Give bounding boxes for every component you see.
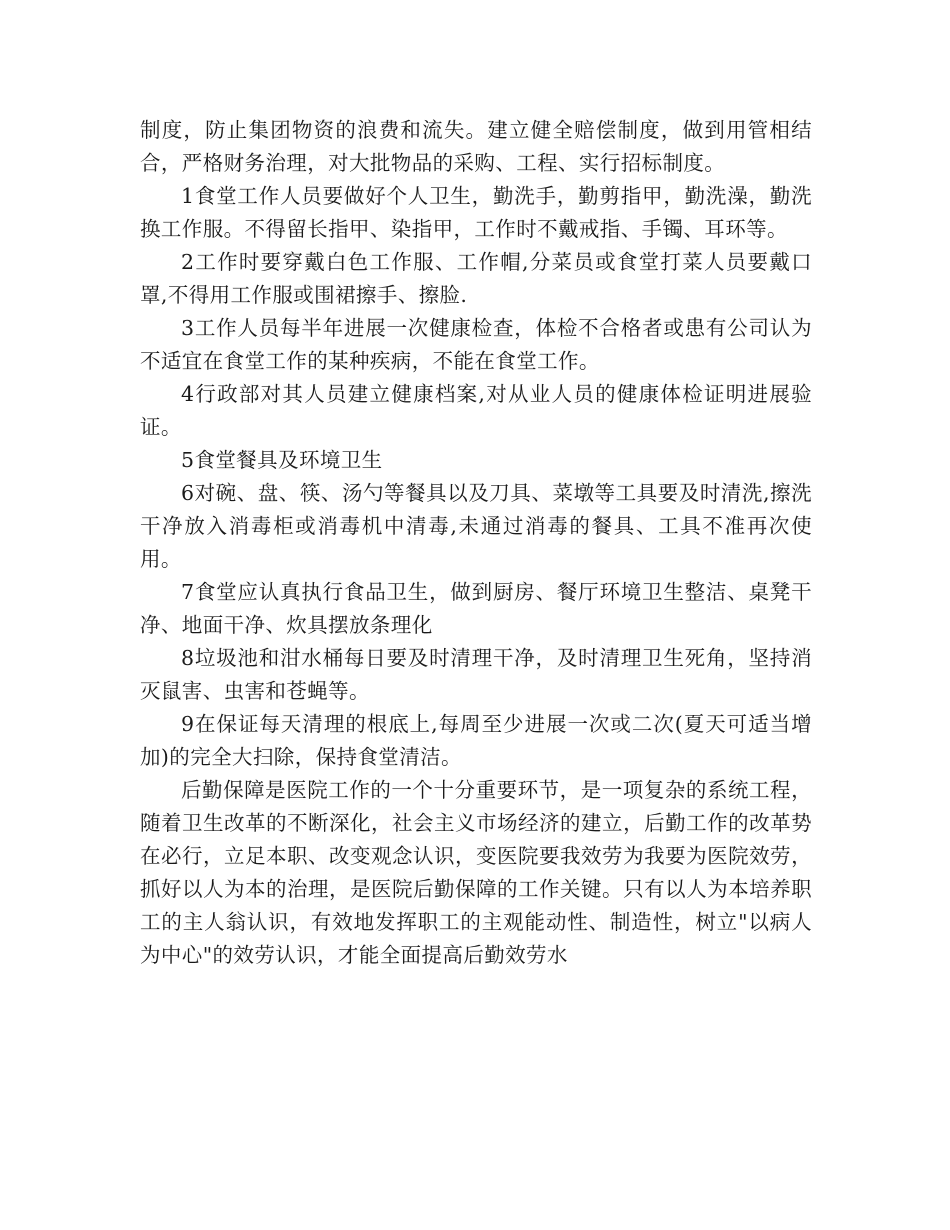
document-body — [140, 114, 812, 972]
paragraph-6: 5食堂餐具及环境卫生 — [181, 448, 383, 472]
paragraph-1: 制度，防止集团物资的浪费和流失。建立健全赔偿制度，做到用管相结合，严格财务治理，对大批物品的采购、工程、实行招标制度。 — [140, 118, 812, 175]
paragraph-9: 8垃圾池和泔水桶每日要及时清理干净，及时清理卫生死角，坚持消灭鼠害、虫害和苍蝇等。 — [140, 646, 812, 703]
paragraph-10: 9在保证每天清理的根底上,每周至少进展一次或二次(夏天可适当增加)的完全大扫除，保持食堂清洁。 — [140, 712, 812, 769]
paragraph-4: 3工作人员每半年进展一次健康检查，体检不合格者或患有公司认为不适宜在食堂工作的某种疾病，不能在食堂工作。 — [140, 316, 812, 373]
paragraph-2: 1食堂工作人员要做好个人卫生，勤洗手，勤剪指甲，勤洗澡，勤洗换工作服。不得留长指甲、染指甲，工作时不戴戒指、手镯、耳环等。 — [140, 184, 812, 241]
paragraph-7: 6对碗、盘、筷、汤勺等餐具以及刀具、菜墩等工具要及时清洗,擦洗干净放入消毒柜或消毒机中清毒,未通过消毒的餐具、工具不准再次使用。 — [140, 481, 812, 571]
paragraph-5: 4行政部对其人员建立健康档案,对从业人员的健康体检证明进展验证。 — [140, 382, 812, 439]
paragraph-3: 2工作时要穿戴白色工作服、工作帽,分菜员或食堂打菜人员要戴口罩,不得用工作服或围裙擦手、擦脸. — [140, 250, 812, 307]
paragraph-11: 后勤保障是医院工作的一个十分重要环节，是一项复杂的系统工程，随着卫生改革的不断深化，社会主义市场经济的建立，后勤工作的改革势在必行，立足本职、改变观念认识，变医院要我效劳为我要为医院效劳，抓好以人为本的治理，是医院后勤保障的工作关键。只有以人为本培养职工的主人翁认识，有效地发挥职工的主观能动性、制造性，树立"以病人为中心"的效劳认识，才能全面提高后勤效劳水 — [140, 778, 812, 967]
paragraph-8: 7食堂应认真执行食品卫生，做到厨房、餐厅环境卫生整洁、桌凳干净、地面干净、炊具摆放条理化 — [140, 580, 812, 637]
